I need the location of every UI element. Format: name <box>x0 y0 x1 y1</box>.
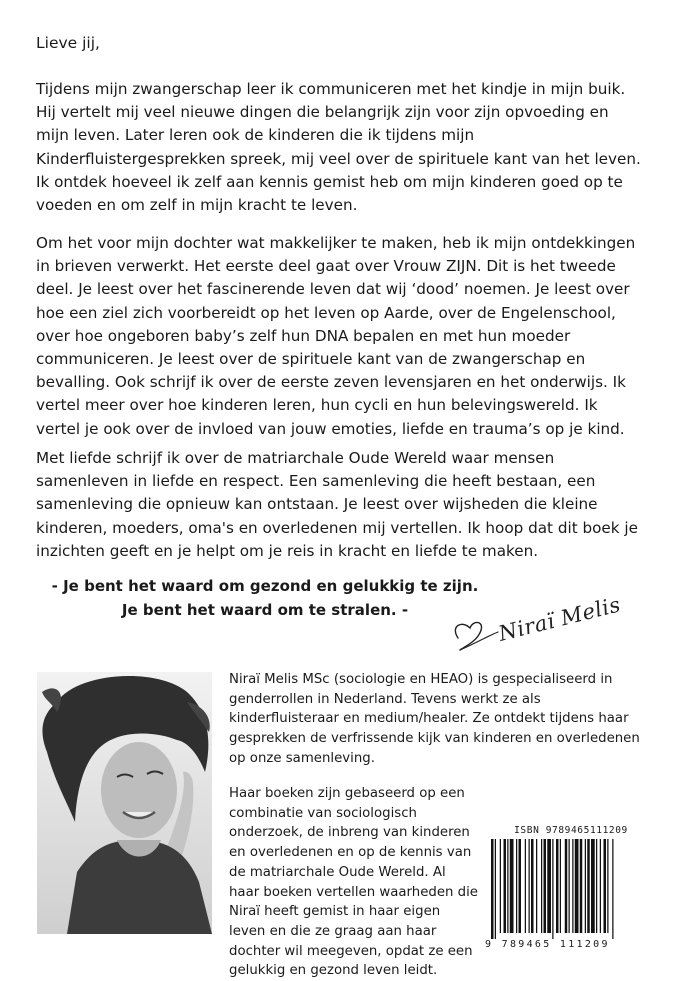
isbn-barcode <box>485 825 657 953</box>
letter-paragraph-2: Om het voor mijn dochter wat makkelijker te maken, heb ik mijn ontdekkingen in brieven verwerkt. Het eerste deel gaat over Vrouw ZIJN. Dit is het tweede deel. Je leest over het fascinerende leven dat wij ‘dood’ noemen. Je leest over hoe een ziel zich voorbereidt op het leven op Aarde, over de Engelenschool, over hoe ongeboren baby’s zelf hun DNA bepalen en met hun moeder communiceren. Je leest over de spirituele kant van de zwangerschap en bevalling. Ook schrijf ik over de eerste zeven levensjaren en het onderwijs. Ik vertel meer over hoe kinderen leren, hun cycli en hun belevingswereld. Ik vertel je ook over de invloed van jouw emoties, liefde en trauma’s op je kind. <box>36 234 636 438</box>
barcode-bars <box>491 839 651 939</box>
letter-greeting: Lieve jij, <box>36 34 100 52</box>
signature-text: Niraï Melis <box>496 592 623 646</box>
isbn-label: ISBN 9789465111209 <box>514 825 628 836</box>
author-bio-1: Niraï Melis MSc (sociologie en HEAO) is gespecialiseerd in genderrollen in Nederland. Tevens werkt ze als kinderfluisteraar en medium/healer. Ze ontdekt tijdens haar gesprekken de verfrissende kijk van kinderen en overledenen op onze samenleving. <box>229 672 640 766</box>
letter-paragraph-3: Met liefde schrijf ik over de matriarchale Oude Wereld waar mensen samenleven in liefde en respect. Een samenleving die heeft bestaan, een samenleving die opnieuw kan ontstaan. Je leest over wijsheden die kleine kinderen, moeders, oma's en overledenen mij vertellen. Ik hoop dat dit boek je inzichten geeft en je helpt om je reis in kracht en liefde te maken. <box>36 449 638 560</box>
letter-paragraph-1: Tijdens mijn zwangerschap leer ik communiceren met het kindje in mijn buik. Hij vertelt mij veel nieuwe dingen die belangrijk zijn voor zijn opvoeding en mijn leven. Later leren ook de kinderen die ik tijdens mijn Kinderfluistergesprekken spreek, mij veel over de spirituele kant van het leven. Ik ontdek hoeveel ik zelf aan kennis gemist heb om mijn kinderen goed op te voeden en om zelf in mijn kracht te leven. <box>36 80 641 215</box>
author-photo <box>37 672 212 934</box>
quote-line-1: - Je bent het waard om gezond en gelukkig te zijn. <box>51 577 479 595</box>
barcode-digits: 9 789465 111209 <box>485 939 610 950</box>
author-bio-2: Haar boeken zijn gebaseerd op een combinatie van sociologisch onderzoek, de inbreng van kinderen en overledenen en op de kennis van de matriarchale Oude Wereld. Al haar boeken vertellen waarheden die Niraï heeft gemist in haar eigen leven en die ze graag aan haar dochter wil meegeven, opdat ze een gelukkig en gezond leven leidt. <box>229 786 478 979</box>
quote-line-2: Je bent het waard om te stralen. - <box>121 601 409 619</box>
handwritten-signature <box>448 576 623 658</box>
